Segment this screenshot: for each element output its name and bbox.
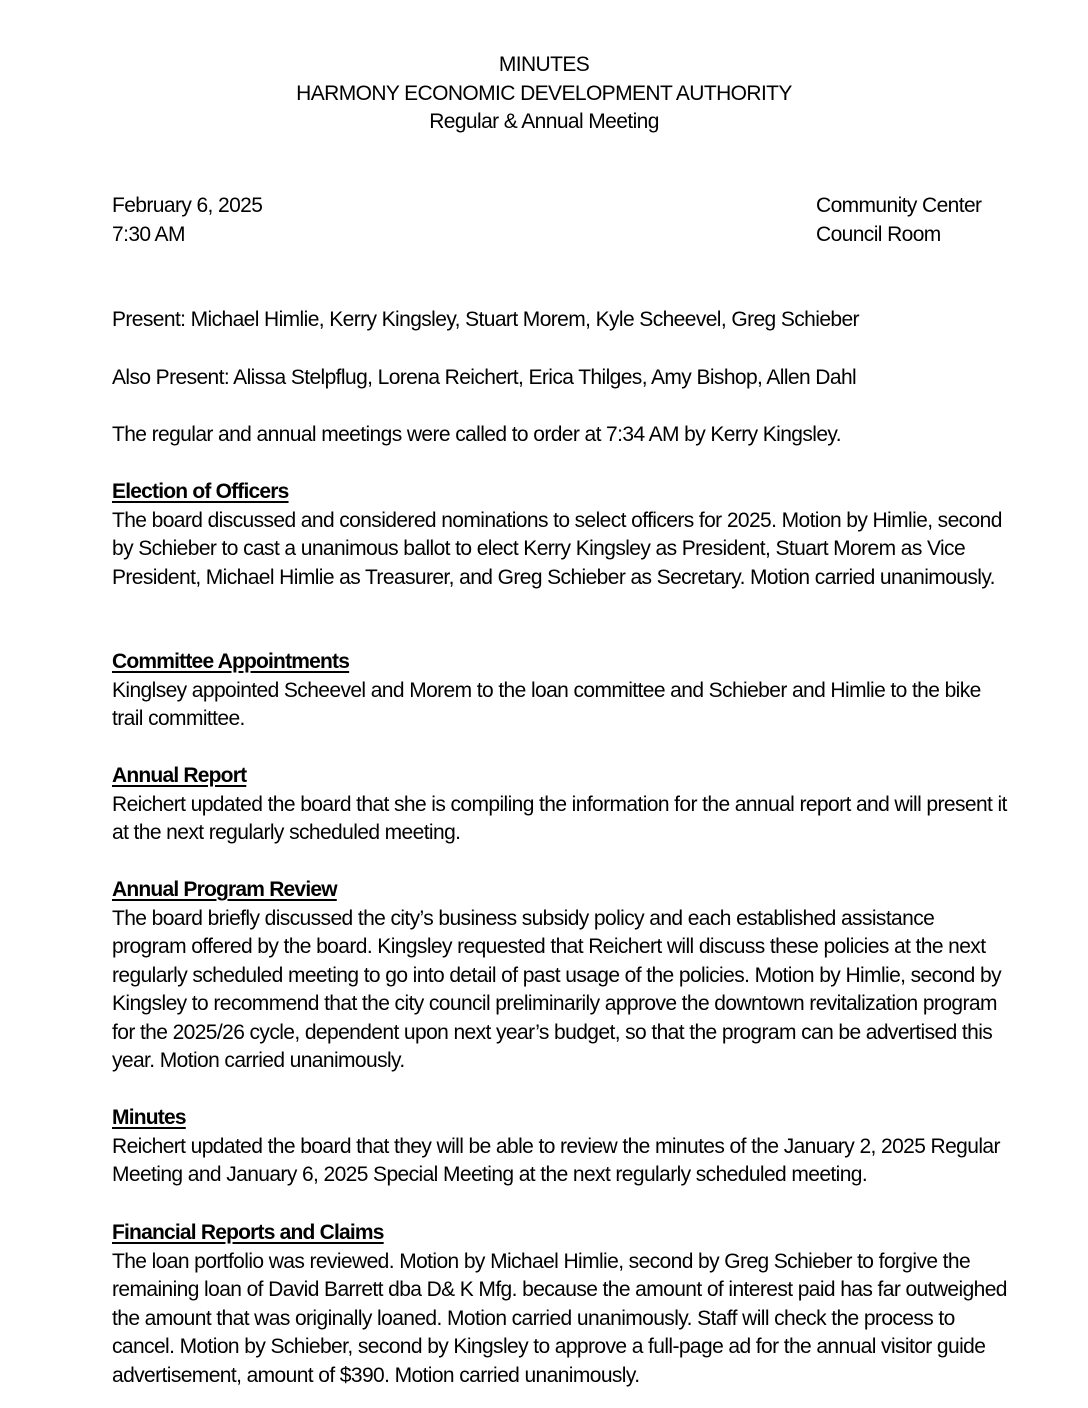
location-building: Community Center (816, 194, 982, 217)
section-text: Kinglsey appointed Scheevel and Morem to the loan committee and Schieber and Himlie to the bike trail committee. (112, 678, 981, 730)
title-organization: HARMONY ECONOMIC DEVELOPMENT AUTHORITY (296, 81, 792, 105)
section-text: The loan portfolio was reviewed. Motion by Michael Himlie, second by Greg Schieber to forgive the remaining loan of David Barrett dba D& K Mfg. because the amount of interest paid has far outweighed the amount that was originally loaned. Motion carried unanimously. Staff will check the process to cancel. Motion by Schieber, second by Kingsley to approve a full-page ad for the annual visitor guide advertisement, amount of $390. Motion carried unanimously. (112, 1249, 1007, 1387)
meeting-time: 7:30 AM (112, 222, 185, 246)
section-election-of-officers (112, 478, 1012, 592)
section-heading: Annual Report (112, 764, 247, 787)
section-heading: Committee Appointments (112, 650, 350, 673)
title-minutes: MINUTES (498, 53, 590, 76)
section-heading: Annual Program Review (112, 878, 337, 901)
section-heading: Financial Reports and Claims (112, 1221, 384, 1244)
also-present-list: Also Present: Alissa Stelpflug, Lorena Reichert, Erica Thilges, Amy Bishop, Allen Dahl (112, 366, 857, 389)
section-heading: Minutes (112, 1106, 186, 1129)
section-text: The board discussed and considered nominations to select officers for 2025. Motion by Himlie, second by Schieber to cast a unanimous ballot to elect Kerry Kingsley as President, Stuart Morem as Vice President, Michael Himlie as Treasurer, and Greg Schieber as Secretary. Motion carried unanimously. (112, 508, 1002, 589)
section-financial-reports-and-claims (112, 1219, 1012, 1390)
section-annual-program-review (112, 876, 1012, 1076)
location-room: Council Room (816, 222, 941, 246)
meeting-datetime (112, 192, 262, 249)
call-to-order: The regular and annual meetings were called to order at 7:34 AM by Kerry Kingsley. (112, 423, 842, 446)
section-text: Reichert updated the board that they will be able to review the minutes of the January 2, 2025 Regular Meeting and January 6, 2025 Special Meeting at the next regularly scheduled meeting. (112, 1134, 1000, 1186)
meeting-date: February 6, 2025 (112, 194, 263, 217)
section-minutes (112, 1104, 1012, 1190)
present-list: Present: Michael Himlie, Kerry Kingsley, Stuart Morem, Kyle Scheevel, Greg Schieber (112, 308, 859, 331)
section-text: Reichert updated the board that she is compiling the information for the annual report and will present it at the next regularly scheduled meeting. (112, 792, 1007, 844)
meeting-location (816, 192, 981, 249)
section-text: The board briefly discussed the city’s business subsidy policy and each established assistance program offered by the board. Kingsley requested that Reichert will discuss these policies at the next regularly scheduled meeting to go into detail of past usage of the policies. Motion by Himlie, second by Kingsley to recommend that the city council preliminarily approve the downtown revitalization program for the 2025/26 cycle, dependent upon next year’s budget, so that the program can be advertised this year. Motion carried unanimously. (112, 906, 1001, 1072)
document-title (0, 51, 1088, 137)
section-committee-appointments (112, 648, 1012, 734)
section-annual-report (112, 762, 1012, 848)
section-heading: Election of Officers (112, 480, 289, 503)
title-meeting-type: Regular & Annual Meeting (429, 110, 659, 133)
